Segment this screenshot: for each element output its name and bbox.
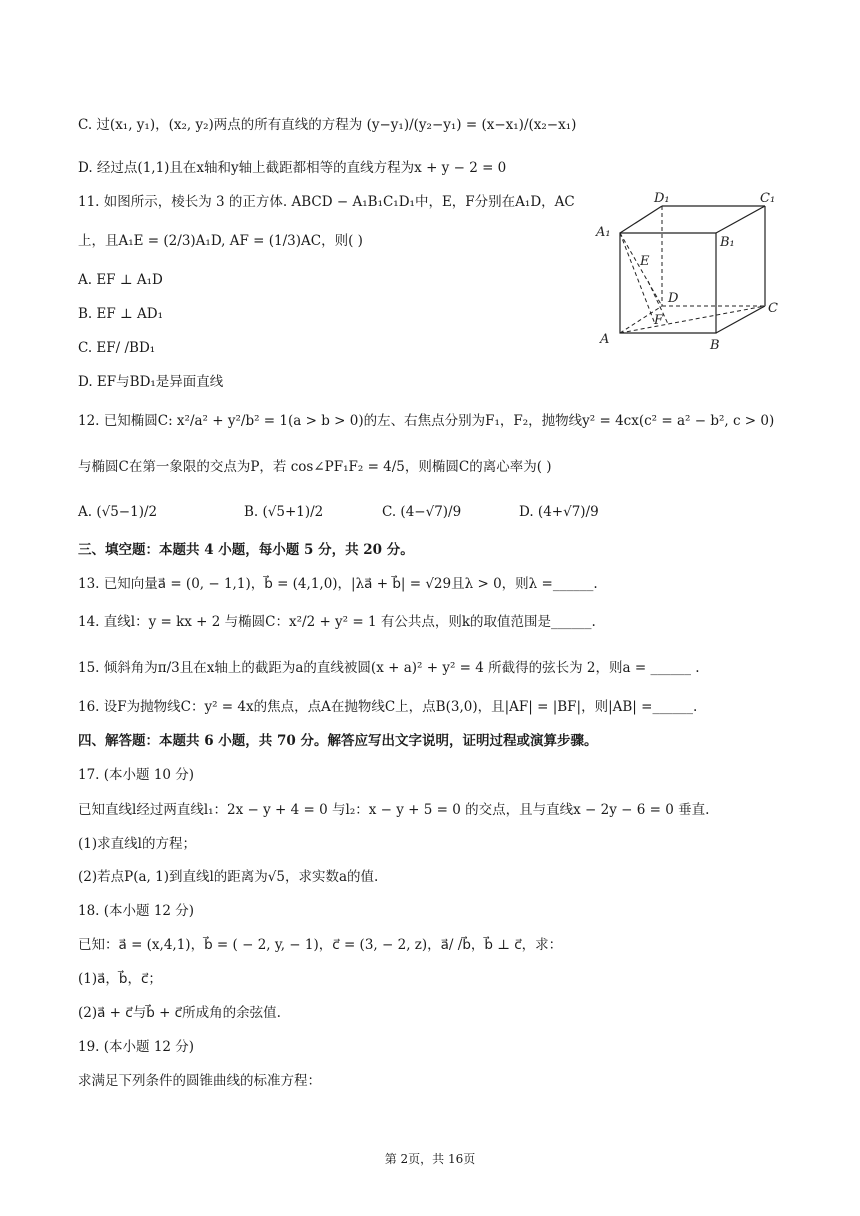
label-a: A [600,332,610,347]
q18-part2: (2)a⃗ + c⃗与b⃗ + c⃗所成角的余弦值. [78,1005,281,1021]
q11-option-a: A. EF ⊥ A₁D [78,272,163,288]
q11-option-b: B. EF ⊥ AD₁ [78,306,163,322]
q12-option-c: C. (4−√7)/9 [382,504,462,520]
q12-option-d: D. (4+√7)/9 [519,504,599,520]
q17-part2: (2)若点P(a, 1)到直线l的距离为√5，求实数a的值. [78,869,379,885]
section-fill-in-heading: 三、填空题：本题共 4 小题，每小题 5 分，共 20 分。 [78,542,414,558]
q18-stem: 已知：a⃗ = (x,4,1)，b⃗ = ( − 2, y, − 1)，c⃗ = (3, − 2, z)，a⃗/ /b⃗，b⃗ ⊥ c⃗，求： [78,937,563,953]
q19-stem: 求满足下列条件的圆锥曲线的标准方程： [78,1073,321,1089]
page-footer: 第 2页，共 16页 [384,1152,476,1166]
label-c1: C₁ [760,191,776,206]
q14: 14. 直线l：y = kx + 2 与椭圆C：x²/2 + y² = 1 有公共点，则k的取值范围是______. [78,614,596,630]
q16: 16. 设F为抛物线C：y² = 4x的焦点，点A在抛物线C上，点B(3,0)，且|AF| = |BF|，则|AB| =______. [78,699,698,715]
cube-edge-a1d1 [620,206,662,233]
q19-header: 19. (本小题 12 分) [78,1039,195,1055]
cube-diagonal-ac [620,306,765,333]
segment-a1f-curve [620,233,655,324]
q10-option-c: C. 过(x₁, y₁)，(x₂, y₂)两点的所有直线的方程为 (y−y₁)/(y₂−y₁) = (x−x₁)/(x₂−x₁) [78,117,577,133]
q12-stem-line1: 12. 已知椭圆C: x²/a² + y²/b² = 1(a > b > 0)的左、右焦点分别为F₁，F₂，抛物线y² = 4cx(c² = a² − b², c > 0) [78,413,775,429]
q18-header: 18. (本小题 12 分) [78,903,195,919]
label-e: E [640,254,650,269]
label-b: B [710,338,720,353]
label-b1: B₁ [720,235,735,250]
q13: 13. 已知向量a⃗ = (0, − 1,1)，b⃗ = (4,1,0)，|λa⃗ + b⃗| = √29且λ > 0，则λ =______. [78,576,598,592]
q11-option-d: D. EF与BD₁是异面直线 [78,374,224,390]
q11-option-c: C. EF/ /BD₁ [78,340,156,356]
q18-part1: (1)a⃗，b⃗，c⃗； [78,971,162,987]
q17-header: 17. (本小题 10 分) [78,767,195,783]
section-answer-heading: 四、解答题：本题共 6 小题，共 70 分。解答应写出文字说明，证明过程或演算步骤。 [78,733,598,749]
label-f: F [654,313,664,328]
label-c: C [768,301,778,316]
label-d1: D₁ [654,191,670,206]
q12-option-b: B. (√5+1)/2 [244,504,324,520]
q12-option-a: A. (√5−1)/2 [78,504,158,520]
label-d: D [668,291,679,306]
q11-stem-line2: 上，且A₁E = (2/3)A₁D, AF = (1/3)AC，则( ) [78,233,363,249]
q10-option-d: D. 经过点(1,1)且在x轴和y轴上截距都相等的直线方程为x + y − 2 = 0 [78,160,507,176]
q17-part1: (1)求直线l的方程； [78,836,196,852]
cube-edge-b1c1 [716,206,765,233]
q12-stem-line2: 与椭圆C在第一象限的交点为P，若 cos∠PF₁F₂ = 4/5，则椭圆C的离心率为( ) [78,459,552,475]
cube-front-face [620,233,716,333]
cube-figure [590,188,790,358]
cube-diagonal-a1d [620,233,662,306]
q17-stem: 已知直线l经过两直线l₁：2x − y + 4 = 0 与l₂：x − y + 5 = 0 的交点，且与直线x − 2y − 6 = 0 垂直. [78,802,710,818]
label-a1: A₁ [596,225,611,240]
cube-edge-bc [716,306,765,333]
q11-stem-line1: 11. 如图所示，棱长为 3 的正方体. ABCD − A₁B₁C₁D₁中，E，F分别在A₁D，AC [78,194,575,210]
q15: 15. 倾斜角为π/3且在x轴上的截距为a的直线被圆(x + a)² + y² = 4 所截得的弦长为 2，则a = ______ . [78,660,700,676]
